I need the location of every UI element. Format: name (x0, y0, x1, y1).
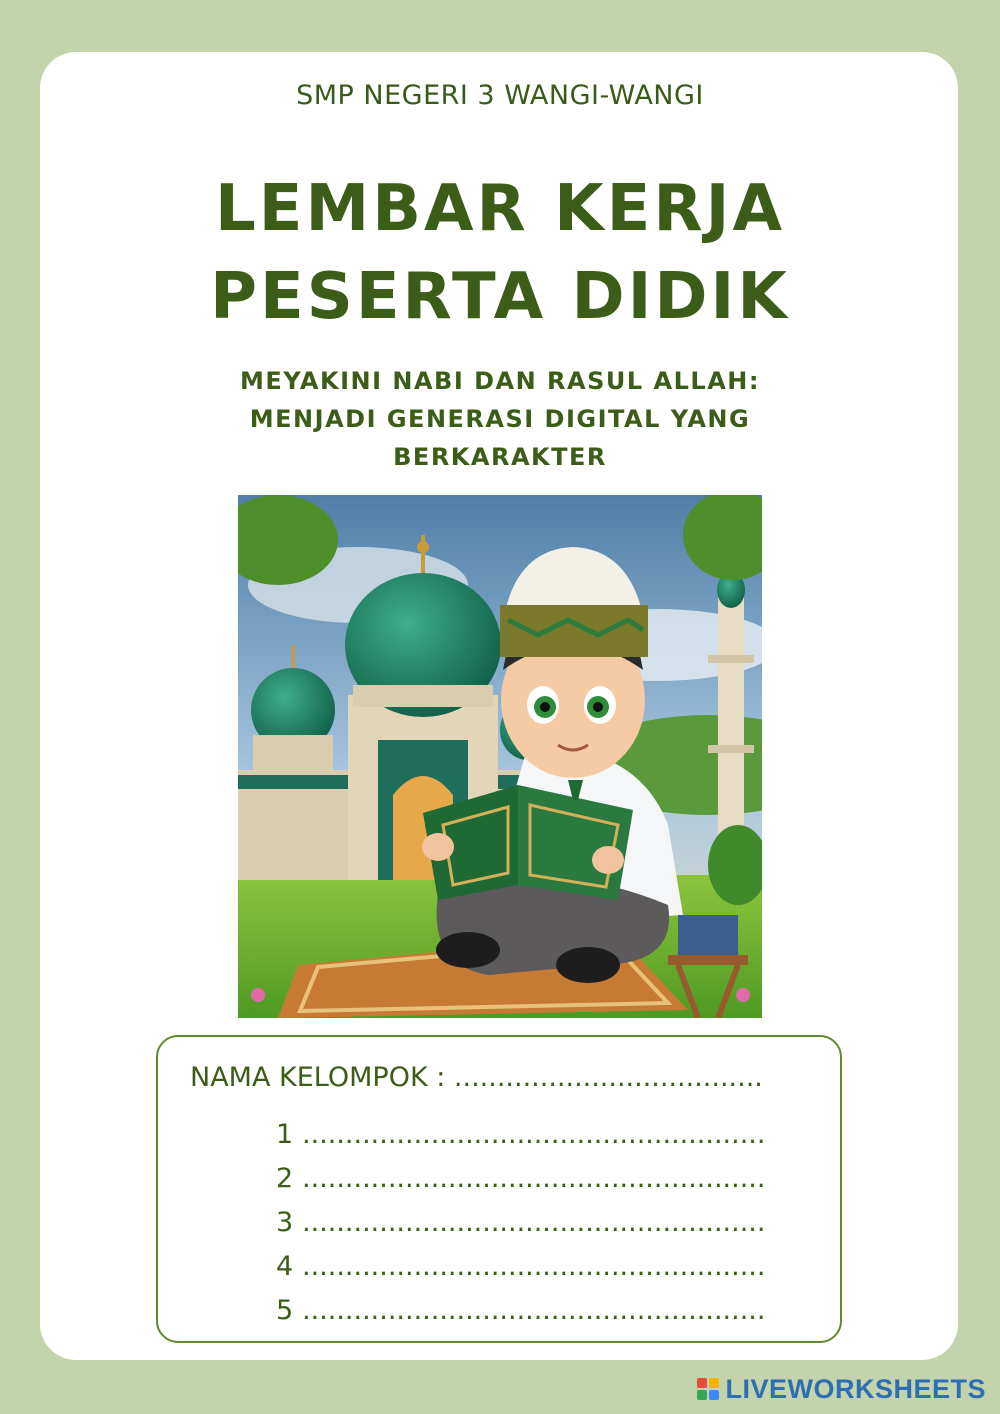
member-number: 2 (276, 1163, 294, 1194)
group-name-label: NAMA KELOMPOK : .................................... (190, 1062, 763, 1093)
subtitle-line-3: BERKARAKTER (393, 443, 607, 471)
member-row-2[interactable] (276, 1163, 765, 1194)
subtitle-line-2: MENJADI GENERASI DIGITAL YANG (249, 405, 751, 433)
member-row-3[interactable] (276, 1207, 765, 1238)
member-number: 4 (276, 1251, 294, 1282)
member-line: ...................................................... (302, 1163, 766, 1194)
member-number: 5 (276, 1295, 294, 1326)
member-row-1[interactable] (276, 1119, 765, 1150)
liveworksheets-brand[interactable] (697, 1372, 986, 1406)
subtitle-line-1: MEYAKINI NABI DAN RASUL ALLAH: (240, 367, 760, 395)
brand-label: LIVEWORKSHEETS (725, 1373, 986, 1404)
title-line-1: LEMBAR KERJA (215, 172, 785, 246)
member-row-5[interactable] (276, 1295, 765, 1326)
member-line: ...................................................... (302, 1207, 766, 1238)
liveworksheets-logo-icon (697, 1378, 719, 1400)
member-line: ...................................................... (302, 1251, 766, 1282)
member-number: 1 (276, 1119, 294, 1150)
member-line: ...................................................... (302, 1119, 766, 1150)
cover-illustration (238, 495, 762, 1018)
member-row-4[interactable] (276, 1251, 765, 1282)
title-line-2: PESERTA DIDIK (210, 260, 790, 334)
member-number: 3 (276, 1207, 294, 1238)
member-line: ...................................................... (302, 1295, 766, 1326)
school-name: SMP NEGERI 3 WANGI-WANGI (296, 80, 704, 111)
